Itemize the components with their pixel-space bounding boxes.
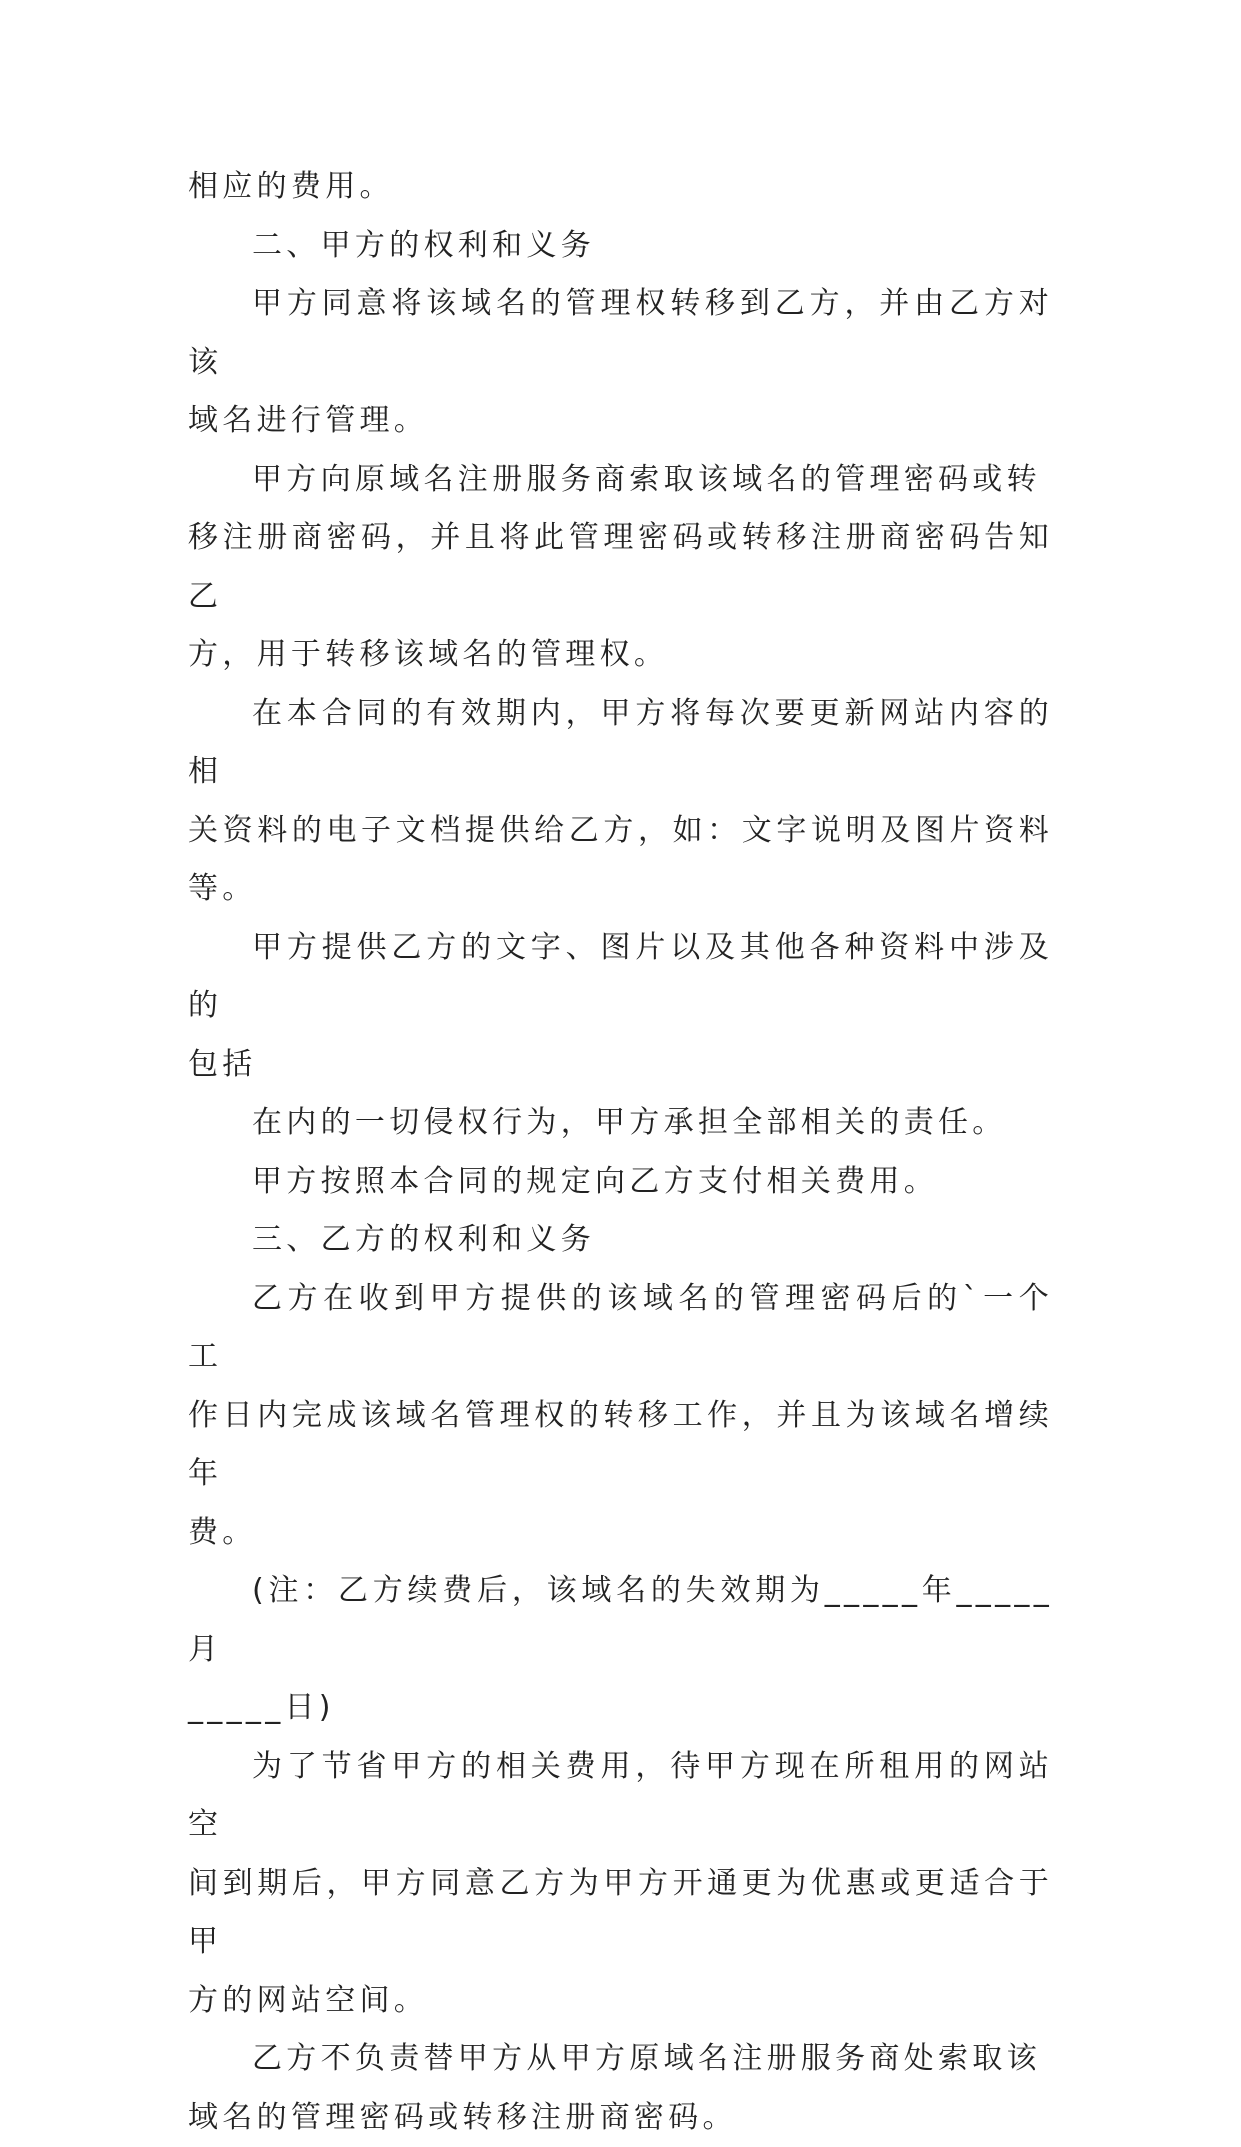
- text-line: (注：乙方续费后，该域名的失效期为_____年_____月: [188, 1562, 1053, 1679]
- paragraph: [188, 1211, 1053, 1270]
- text-line: 在内的一切侵权行为，甲方承担全部相关的责任。: [188, 1094, 1053, 1153]
- paragraph: [188, 451, 1053, 685]
- paragraph: [188, 158, 1053, 217]
- text-line: 间到期后，甲方同意乙方为甲方开通更为优惠或更适合于甲: [188, 1855, 1053, 1972]
- text-line: 甲方同意将该域名的管理权转移到乙方，并由乙方对该: [188, 275, 1053, 392]
- paragraph: [188, 1094, 1053, 1153]
- text-line: 相应的费用。: [188, 158, 1053, 217]
- text-line: 甲方提供乙方的文字、图片以及其他各种资料中涉及的: [188, 919, 1053, 1036]
- text-line: _____日): [188, 1679, 1053, 1738]
- text-line: 二、甲方的权利和义务: [188, 217, 1053, 276]
- paragraph: [188, 919, 1053, 1095]
- text-line: 移注册商密码，并且将此管理密码或转移注册商密码告知乙: [188, 509, 1053, 626]
- paragraph: [188, 217, 1053, 276]
- text-line: 为了节省甲方的相关费用，待甲方现在所租用的网站空: [188, 1738, 1053, 1855]
- text-line: 作日内完成该域名管理权的转移工作，并且为该域名增续年: [188, 1387, 1053, 1504]
- paragraph: [188, 685, 1053, 919]
- paragraph: [188, 1153, 1053, 1212]
- document-body: [188, 158, 1053, 2147]
- text-line: 甲方向原域名注册服务商索取该域名的管理密码或转: [188, 451, 1053, 510]
- text-line: 包括: [188, 1036, 1053, 1095]
- paragraph: [188, 1270, 1053, 1563]
- text-line: 费。: [188, 1504, 1053, 1563]
- text-line: 甲方按照本合同的规定向乙方支付相关费用。: [188, 1153, 1053, 1212]
- text-line: 方的网站空间。: [188, 1972, 1053, 2031]
- text-line: 乙方在收到甲方提供的该域名的管理密码后的`一个工: [188, 1270, 1053, 1387]
- text-line: 乙方不负责替甲方从甲方原域名注册服务商处索取该: [188, 2030, 1053, 2089]
- text-line: 关资料的电子文档提供给乙方，如：文字说明及图片资料等。: [188, 802, 1053, 919]
- text-line: 在本合同的有效期内，甲方将每次要更新网站内容的相: [188, 685, 1053, 802]
- text-line: 域名的管理密码或转移注册商密码。: [188, 2089, 1053, 2147]
- paragraph: [188, 1562, 1053, 1738]
- paragraph: [188, 275, 1053, 451]
- paragraph: [188, 1738, 1053, 2031]
- paragraph: [188, 2030, 1053, 2147]
- text-line: 三、乙方的权利和义务: [188, 1211, 1053, 1270]
- text-line: 域名进行管理。: [188, 392, 1053, 451]
- text-line: 方，用于转移该域名的管理权。: [188, 626, 1053, 685]
